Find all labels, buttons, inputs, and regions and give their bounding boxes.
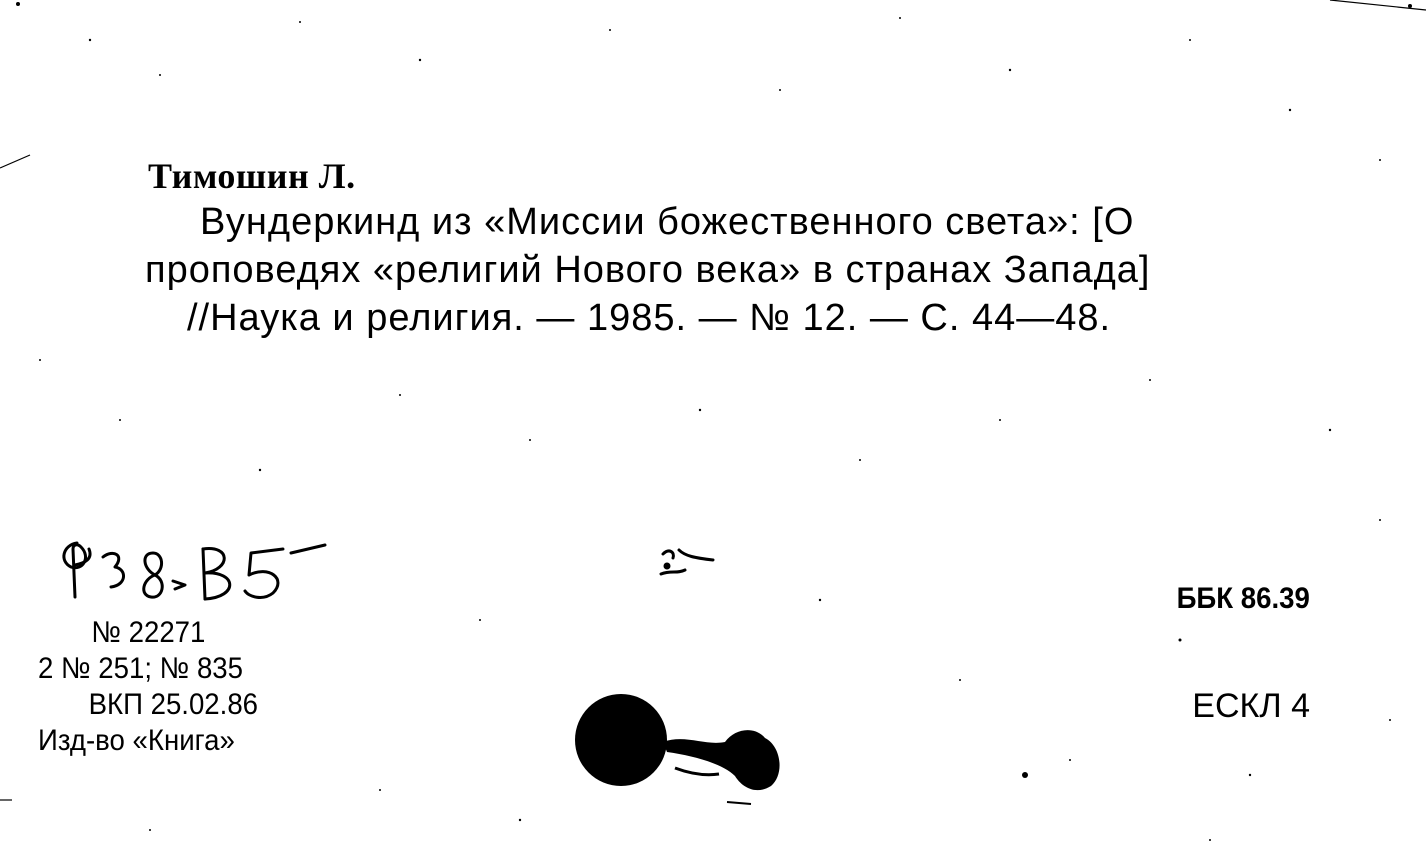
registry-block — [38, 615, 258, 759]
punch-hole — [575, 690, 805, 820]
author-name: Тимошин Л. — [148, 156, 356, 196]
entry-line-source: //Наука и религия. — 1985. — № 12. — С. 44—48. — [187, 297, 1112, 339]
bbk-classification: ББК 86.39 — [1176, 582, 1310, 615]
entry-line-title: Вундеркинд из «Миссии божественного света»: [О — [200, 201, 1135, 243]
handwritten-shelfmark — [55, 535, 355, 615]
issue-references: 2 № 251; № 835 — [38, 652, 244, 685]
publisher: Изд-во «Книга» — [38, 724, 235, 757]
bibliographic-description — [145, 198, 1315, 342]
escl-code: ЕСКЛ 4 — [1192, 687, 1310, 725]
ink-scribble-mark — [655, 540, 725, 585]
registry-number: № 22271 — [91, 616, 206, 649]
entry-line-annotation: проповедях «религий Нового века» в странах Запада] — [145, 249, 1151, 291]
registry-date: ВКП 25.02.86 — [88, 688, 259, 721]
